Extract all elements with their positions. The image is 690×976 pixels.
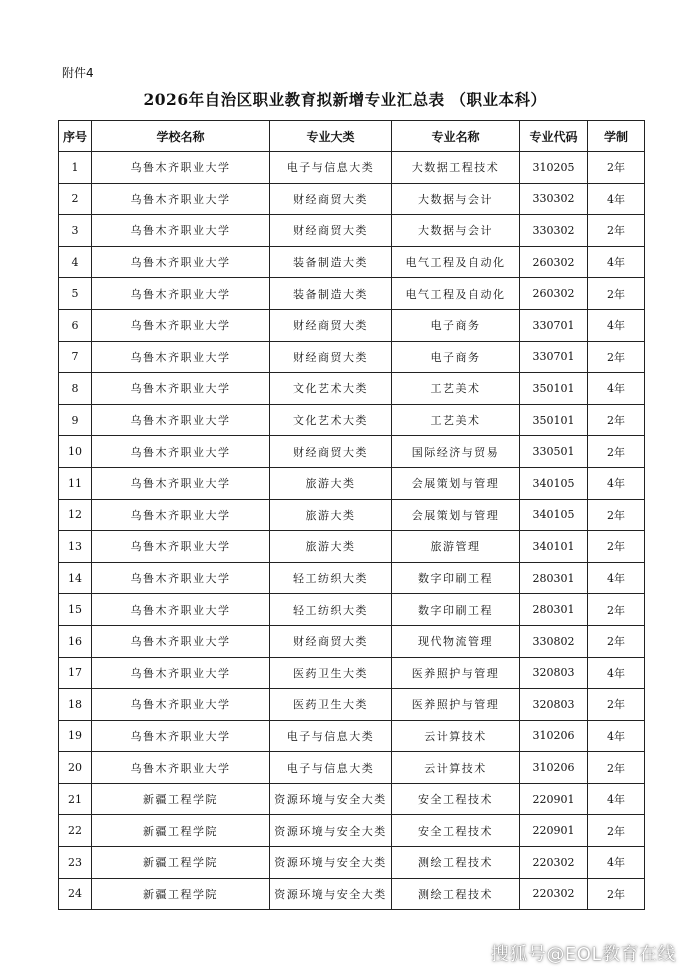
- header-school: 学校名称: [92, 121, 270, 152]
- cell-school: 乌鲁木齐职业大学: [92, 625, 270, 657]
- cell-school: 新疆工程学院: [92, 783, 270, 815]
- cell-code: 280301: [520, 594, 588, 626]
- cell-category: 医药卫生大类: [270, 657, 392, 689]
- table-row: [59, 183, 645, 215]
- table-row: [59, 152, 645, 184]
- cell-code: 320803: [520, 657, 588, 689]
- cell-duration: 2年: [588, 625, 645, 657]
- table-row: [59, 783, 645, 815]
- cell-category: 装备制造大类: [270, 278, 392, 310]
- cell-duration: 2年: [588, 436, 645, 468]
- cell-index: 24: [59, 878, 92, 910]
- header-major: 专业名称: [392, 121, 520, 152]
- cell-index: 11: [59, 467, 92, 499]
- table-row: [59, 594, 645, 626]
- cell-category: 装备制造大类: [270, 246, 392, 278]
- table-row: [59, 278, 645, 310]
- cell-major: 医养照护与管理: [392, 657, 520, 689]
- cell-school: 乌鲁木齐职业大学: [92, 467, 270, 499]
- cell-major: 会展策划与管理: [392, 467, 520, 499]
- summary-table: [58, 120, 645, 910]
- cell-code: 330501: [520, 436, 588, 468]
- attachment-label: 附件4: [62, 66, 94, 80]
- table-body: [59, 152, 645, 910]
- cell-school: 乌鲁木齐职业大学: [92, 720, 270, 752]
- cell-duration: 2年: [588, 278, 645, 310]
- cell-major: 电子商务: [392, 341, 520, 373]
- cell-index: 14: [59, 562, 92, 594]
- cell-index: 23: [59, 847, 92, 879]
- cell-category: 资源环境与安全大类: [270, 878, 392, 910]
- cell-index: 17: [59, 657, 92, 689]
- cell-school: 乌鲁木齐职业大学: [92, 278, 270, 310]
- cell-index: 9: [59, 404, 92, 436]
- cell-code: 350101: [520, 373, 588, 405]
- header-category: 专业大类: [270, 121, 392, 152]
- cell-school: 新疆工程学院: [92, 878, 270, 910]
- cell-major: 安全工程技术: [392, 815, 520, 847]
- cell-school: 乌鲁木齐职业大学: [92, 562, 270, 594]
- cell-index: 16: [59, 625, 92, 657]
- cell-code: 260302: [520, 246, 588, 278]
- cell-category: 文化艺术大类: [270, 373, 392, 405]
- cell-duration: 4年: [588, 657, 645, 689]
- cell-school: 乌鲁木齐职业大学: [92, 309, 270, 341]
- cell-major: 医养照护与管理: [392, 689, 520, 721]
- cell-index: 10: [59, 436, 92, 468]
- cell-category: 资源环境与安全大类: [270, 815, 392, 847]
- cell-category: 医药卫生大类: [270, 689, 392, 721]
- cell-major: 会展策划与管理: [392, 499, 520, 531]
- cell-category: 轻工纺织大类: [270, 562, 392, 594]
- table-row: [59, 625, 645, 657]
- cell-major: 工艺美术: [392, 404, 520, 436]
- cell-duration: 2年: [588, 215, 645, 247]
- cell-category: 旅游大类: [270, 531, 392, 563]
- cell-code: 320803: [520, 689, 588, 721]
- cell-duration: 2年: [588, 815, 645, 847]
- cell-category: 资源环境与安全大类: [270, 783, 392, 815]
- cell-major: 数字印刷工程: [392, 562, 520, 594]
- cell-school: 乌鲁木齐职业大学: [92, 657, 270, 689]
- table-row: [59, 657, 645, 689]
- table-row: [59, 562, 645, 594]
- cell-major: 电气工程及自动化: [392, 278, 520, 310]
- table-row: [59, 373, 645, 405]
- table-row: [59, 246, 645, 278]
- cell-code: 330302: [520, 215, 588, 247]
- watermark: 搜狐号@EOL教育在线: [490, 944, 676, 965]
- table-row: [59, 815, 645, 847]
- cell-index: 5: [59, 278, 92, 310]
- cell-code: 280301: [520, 562, 588, 594]
- cell-category: 资源环境与安全大类: [270, 847, 392, 879]
- cell-duration: 2年: [588, 404, 645, 436]
- cell-school: 乌鲁木齐职业大学: [92, 499, 270, 531]
- table-header-row: [59, 121, 645, 152]
- cell-major: 大数据与会计: [392, 183, 520, 215]
- cell-school: 乌鲁木齐职业大学: [92, 594, 270, 626]
- cell-major: 电子商务: [392, 309, 520, 341]
- cell-duration: 2年: [588, 499, 645, 531]
- cell-duration: 2年: [588, 752, 645, 784]
- document-title: 2026年自治区职业教育拟新增专业汇总表 （职业本科）: [143, 90, 547, 109]
- table-row: [59, 499, 645, 531]
- cell-school: 乌鲁木齐职业大学: [92, 341, 270, 373]
- cell-code: 220901: [520, 783, 588, 815]
- header-index: 序号: [59, 121, 92, 152]
- cell-code: 310206: [520, 720, 588, 752]
- cell-category: 财经商贸大类: [270, 625, 392, 657]
- table-row: [59, 467, 645, 499]
- cell-code: 340105: [520, 467, 588, 499]
- cell-index: 3: [59, 215, 92, 247]
- cell-major: 大数据与会计: [392, 215, 520, 247]
- cell-duration: 4年: [588, 562, 645, 594]
- cell-category: 轻工纺织大类: [270, 594, 392, 626]
- cell-school: 乌鲁木齐职业大学: [92, 373, 270, 405]
- cell-category: 财经商贸大类: [270, 341, 392, 373]
- cell-index: 12: [59, 499, 92, 531]
- cell-category: 财经商贸大类: [270, 183, 392, 215]
- table-row: [59, 531, 645, 563]
- cell-index: 7: [59, 341, 92, 373]
- cell-duration: 4年: [588, 847, 645, 879]
- cell-code: 310206: [520, 752, 588, 784]
- cell-code: 310205: [520, 152, 588, 184]
- cell-category: 电子与信息大类: [270, 720, 392, 752]
- cell-major: 数字印刷工程: [392, 594, 520, 626]
- cell-category: 电子与信息大类: [270, 752, 392, 784]
- cell-category: 财经商贸大类: [270, 436, 392, 468]
- cell-index: 20: [59, 752, 92, 784]
- cell-code: 220302: [520, 847, 588, 879]
- cell-code: 330701: [520, 341, 588, 373]
- cell-index: 21: [59, 783, 92, 815]
- cell-major: 现代物流管理: [392, 625, 520, 657]
- cell-index: 13: [59, 531, 92, 563]
- cell-duration: 4年: [588, 783, 645, 815]
- cell-school: 新疆工程学院: [92, 815, 270, 847]
- cell-index: 6: [59, 309, 92, 341]
- cell-major: 安全工程技术: [392, 783, 520, 815]
- cell-major: 云计算技术: [392, 752, 520, 784]
- cell-school: 乌鲁木齐职业大学: [92, 404, 270, 436]
- cell-duration: 2年: [588, 878, 645, 910]
- cell-duration: 2年: [588, 689, 645, 721]
- cell-school: 乌鲁木齐职业大学: [92, 752, 270, 784]
- cell-school: 新疆工程学院: [92, 847, 270, 879]
- cell-duration: 4年: [588, 246, 645, 278]
- cell-code: 260302: [520, 278, 588, 310]
- cell-index: 19: [59, 720, 92, 752]
- cell-code: 330802: [520, 625, 588, 657]
- table-row: [59, 847, 645, 879]
- cell-major: 测绘工程技术: [392, 847, 520, 879]
- cell-duration: 4年: [588, 309, 645, 341]
- cell-major: 工艺美术: [392, 373, 520, 405]
- cell-code: 330302: [520, 183, 588, 215]
- cell-index: 4: [59, 246, 92, 278]
- table-row: [59, 878, 645, 910]
- cell-index: 15: [59, 594, 92, 626]
- cell-school: 乌鲁木齐职业大学: [92, 531, 270, 563]
- cell-major: 电气工程及自动化: [392, 246, 520, 278]
- table-row: [59, 404, 645, 436]
- table-row: [59, 436, 645, 468]
- cell-category: 电子与信息大类: [270, 152, 392, 184]
- cell-index: 1: [59, 152, 92, 184]
- cell-duration: 2年: [588, 594, 645, 626]
- cell-code: 340105: [520, 499, 588, 531]
- cell-category: 旅游大类: [270, 467, 392, 499]
- table-row: [59, 752, 645, 784]
- cell-index: 8: [59, 373, 92, 405]
- cell-school: 乌鲁木齐职业大学: [92, 246, 270, 278]
- table-row: [59, 720, 645, 752]
- cell-duration: 2年: [588, 531, 645, 563]
- cell-major: 大数据工程技术: [392, 152, 520, 184]
- cell-duration: 4年: [588, 373, 645, 405]
- table-row: [59, 309, 645, 341]
- cell-school: 乌鲁木齐职业大学: [92, 215, 270, 247]
- cell-duration: 2年: [588, 341, 645, 373]
- cell-duration: 4年: [588, 183, 645, 215]
- cell-school: 乌鲁木齐职业大学: [92, 183, 270, 215]
- cell-code: 350101: [520, 404, 588, 436]
- cell-code: 340101: [520, 531, 588, 563]
- table-row: [59, 689, 645, 721]
- cell-code: 220901: [520, 815, 588, 847]
- cell-index: 22: [59, 815, 92, 847]
- cell-category: 财经商贸大类: [270, 215, 392, 247]
- cell-major: 旅游管理: [392, 531, 520, 563]
- table-row: [59, 215, 645, 247]
- cell-code: 220302: [520, 878, 588, 910]
- cell-category: 财经商贸大类: [270, 309, 392, 341]
- cell-school: 乌鲁木齐职业大学: [92, 689, 270, 721]
- cell-major: 云计算技术: [392, 720, 520, 752]
- cell-duration: 2年: [588, 152, 645, 184]
- cell-index: 2: [59, 183, 92, 215]
- header-code: 专业代码: [520, 121, 588, 152]
- cell-index: 18: [59, 689, 92, 721]
- cell-code: 330701: [520, 309, 588, 341]
- cell-school: 乌鲁木齐职业大学: [92, 436, 270, 468]
- cell-duration: 4年: [588, 467, 645, 499]
- cell-category: 文化艺术大类: [270, 404, 392, 436]
- cell-duration: 4年: [588, 720, 645, 752]
- table-row: [59, 341, 645, 373]
- cell-major: 国际经济与贸易: [392, 436, 520, 468]
- cell-category: 旅游大类: [270, 499, 392, 531]
- cell-school: 乌鲁木齐职业大学: [92, 152, 270, 184]
- header-duration: 学制: [588, 121, 645, 152]
- cell-major: 测绘工程技术: [392, 878, 520, 910]
